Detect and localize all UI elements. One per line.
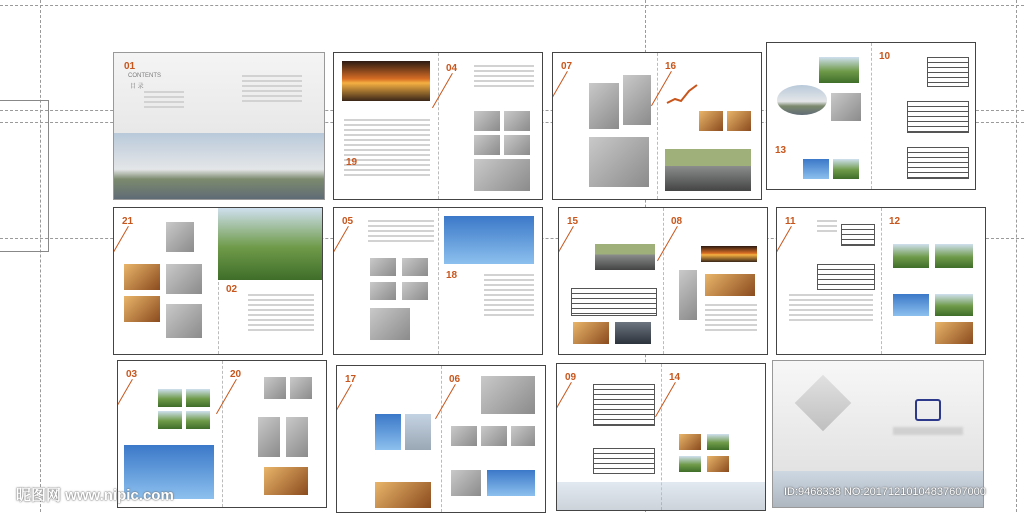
spread-17-06[interactable] xyxy=(336,365,546,513)
watermark-right: ID:9468338 NO:20171210104837607000 xyxy=(784,486,986,498)
watermark-left: 昵图网 www.nipic.com xyxy=(16,487,174,504)
data-table xyxy=(571,288,657,316)
spread-21-02[interactable] xyxy=(113,207,323,355)
dam-photo xyxy=(114,133,324,199)
sunset-photo xyxy=(342,61,430,101)
certificate-photo xyxy=(286,417,308,457)
guide-line xyxy=(1016,0,1017,512)
tunnel-photo xyxy=(573,322,609,344)
certificate-photo xyxy=(705,274,755,296)
landscape-photo xyxy=(935,244,973,268)
data-table xyxy=(817,264,875,290)
page-number: 07 xyxy=(561,61,573,72)
lab-photo xyxy=(487,470,535,496)
page-number: 20 xyxy=(230,369,242,380)
certificate-photo xyxy=(166,264,202,294)
spread-10-13[interactable] xyxy=(766,42,976,190)
site-photo xyxy=(186,411,210,429)
data-table xyxy=(907,101,969,133)
lab-photo xyxy=(481,426,507,446)
page-number: 18 xyxy=(446,270,458,281)
equipment-photo xyxy=(474,135,500,155)
tower-photo xyxy=(405,414,431,450)
dam-photo xyxy=(777,85,827,115)
page-number: 14 xyxy=(669,372,681,383)
page-number: 12 xyxy=(889,216,901,227)
lab-photo xyxy=(451,470,481,496)
project-photo xyxy=(679,456,701,472)
page-number: 16 xyxy=(665,61,677,72)
site-photo xyxy=(186,389,210,407)
lab-photo xyxy=(402,282,428,300)
lab-photo xyxy=(370,308,410,340)
award-photo xyxy=(124,296,160,322)
lab-photo xyxy=(370,282,396,300)
certificate-photo xyxy=(166,304,202,338)
tunnel-photo xyxy=(615,322,651,344)
data-table xyxy=(907,147,969,179)
equipment-photo xyxy=(504,135,530,155)
company-logo-icon xyxy=(915,399,941,421)
data-table xyxy=(927,57,969,87)
text-block xyxy=(817,220,837,235)
equipment-photo xyxy=(504,111,530,131)
ruler-bracket xyxy=(0,100,49,252)
lab-photo xyxy=(451,426,477,446)
spread-04-19[interactable] xyxy=(333,52,543,200)
award-photo xyxy=(124,264,160,290)
factory-photo xyxy=(218,208,323,280)
bridge-photo xyxy=(701,246,757,262)
contents-title: CONTENTS xyxy=(128,73,161,79)
site-photo xyxy=(158,411,182,429)
text-block xyxy=(705,304,757,334)
skyline-strip xyxy=(557,482,766,510)
landscape-photo xyxy=(935,322,973,344)
spread-contents[interactable] xyxy=(113,52,325,200)
road-photo xyxy=(665,149,751,191)
project-photo xyxy=(707,456,729,472)
project-photo xyxy=(679,434,701,450)
page-number: 03 xyxy=(126,369,138,380)
site-photo xyxy=(158,389,182,407)
page-number: 05 xyxy=(342,216,354,227)
text-block xyxy=(368,220,434,245)
page-number: 15 xyxy=(567,216,579,227)
site-photo xyxy=(803,159,829,179)
lab-photo xyxy=(402,258,428,276)
growth-arrow-icon xyxy=(665,83,699,107)
equipment-photo xyxy=(474,111,500,131)
text-block xyxy=(484,274,534,319)
lab-photo xyxy=(511,426,535,446)
landscape-photo xyxy=(893,244,929,268)
page-number: 09 xyxy=(565,372,577,383)
machine-photo xyxy=(589,137,649,187)
overpass-photo xyxy=(444,216,534,264)
page-number: 19 xyxy=(346,157,358,168)
lab-photo xyxy=(370,258,396,276)
site-photo xyxy=(831,93,861,121)
document-photo xyxy=(679,270,697,320)
page-number: 10 xyxy=(879,51,891,62)
page-number: 21 xyxy=(122,216,134,227)
page-number: 17 xyxy=(345,374,357,385)
lab-photo xyxy=(481,376,535,414)
tower-photo xyxy=(375,414,401,450)
product-photo xyxy=(727,111,751,131)
certificate-photo xyxy=(264,377,286,399)
guide-line xyxy=(0,5,1024,6)
page-number: 02 xyxy=(226,284,238,295)
site-photo xyxy=(833,159,859,179)
page-number: 11 xyxy=(785,216,796,227)
spread-15-08[interactable] xyxy=(558,207,768,355)
page-number: 08 xyxy=(671,216,683,227)
data-table xyxy=(841,224,875,246)
text-block xyxy=(474,65,534,90)
equipment-photo xyxy=(474,159,530,191)
product-photo xyxy=(699,111,723,131)
page-number: 04 xyxy=(446,63,458,74)
machine-photo xyxy=(623,75,651,125)
landscape-photo xyxy=(819,57,859,83)
spread-11-12[interactable] xyxy=(776,207,986,355)
spread-07-16[interactable] xyxy=(552,52,762,200)
text-block xyxy=(248,294,314,334)
highway-photo xyxy=(595,244,655,270)
certificate-photo xyxy=(290,377,312,399)
text-block xyxy=(344,119,430,179)
page-number: 13 xyxy=(775,145,787,156)
certificate-photo xyxy=(258,417,280,457)
spread-09-14[interactable] xyxy=(556,363,766,511)
company-name-blurred xyxy=(893,427,963,435)
text-block xyxy=(789,294,873,324)
contents-subtitle: 目 录 xyxy=(130,84,144,90)
data-table xyxy=(593,448,655,474)
certificate-photo xyxy=(166,222,194,252)
toc-lines xyxy=(144,91,184,111)
guide-line xyxy=(40,0,41,512)
project-photo xyxy=(375,482,431,508)
data-table xyxy=(593,384,655,426)
machine-photo xyxy=(589,83,619,129)
project-photo xyxy=(707,434,729,450)
page-number: 06 xyxy=(449,374,461,385)
page-number: 01 xyxy=(124,61,136,72)
team-photo xyxy=(264,467,308,495)
spread-05-18[interactable] xyxy=(333,207,543,355)
landscape-photo xyxy=(935,294,973,316)
toc-lines xyxy=(242,75,302,105)
landscape-photo xyxy=(893,294,929,316)
